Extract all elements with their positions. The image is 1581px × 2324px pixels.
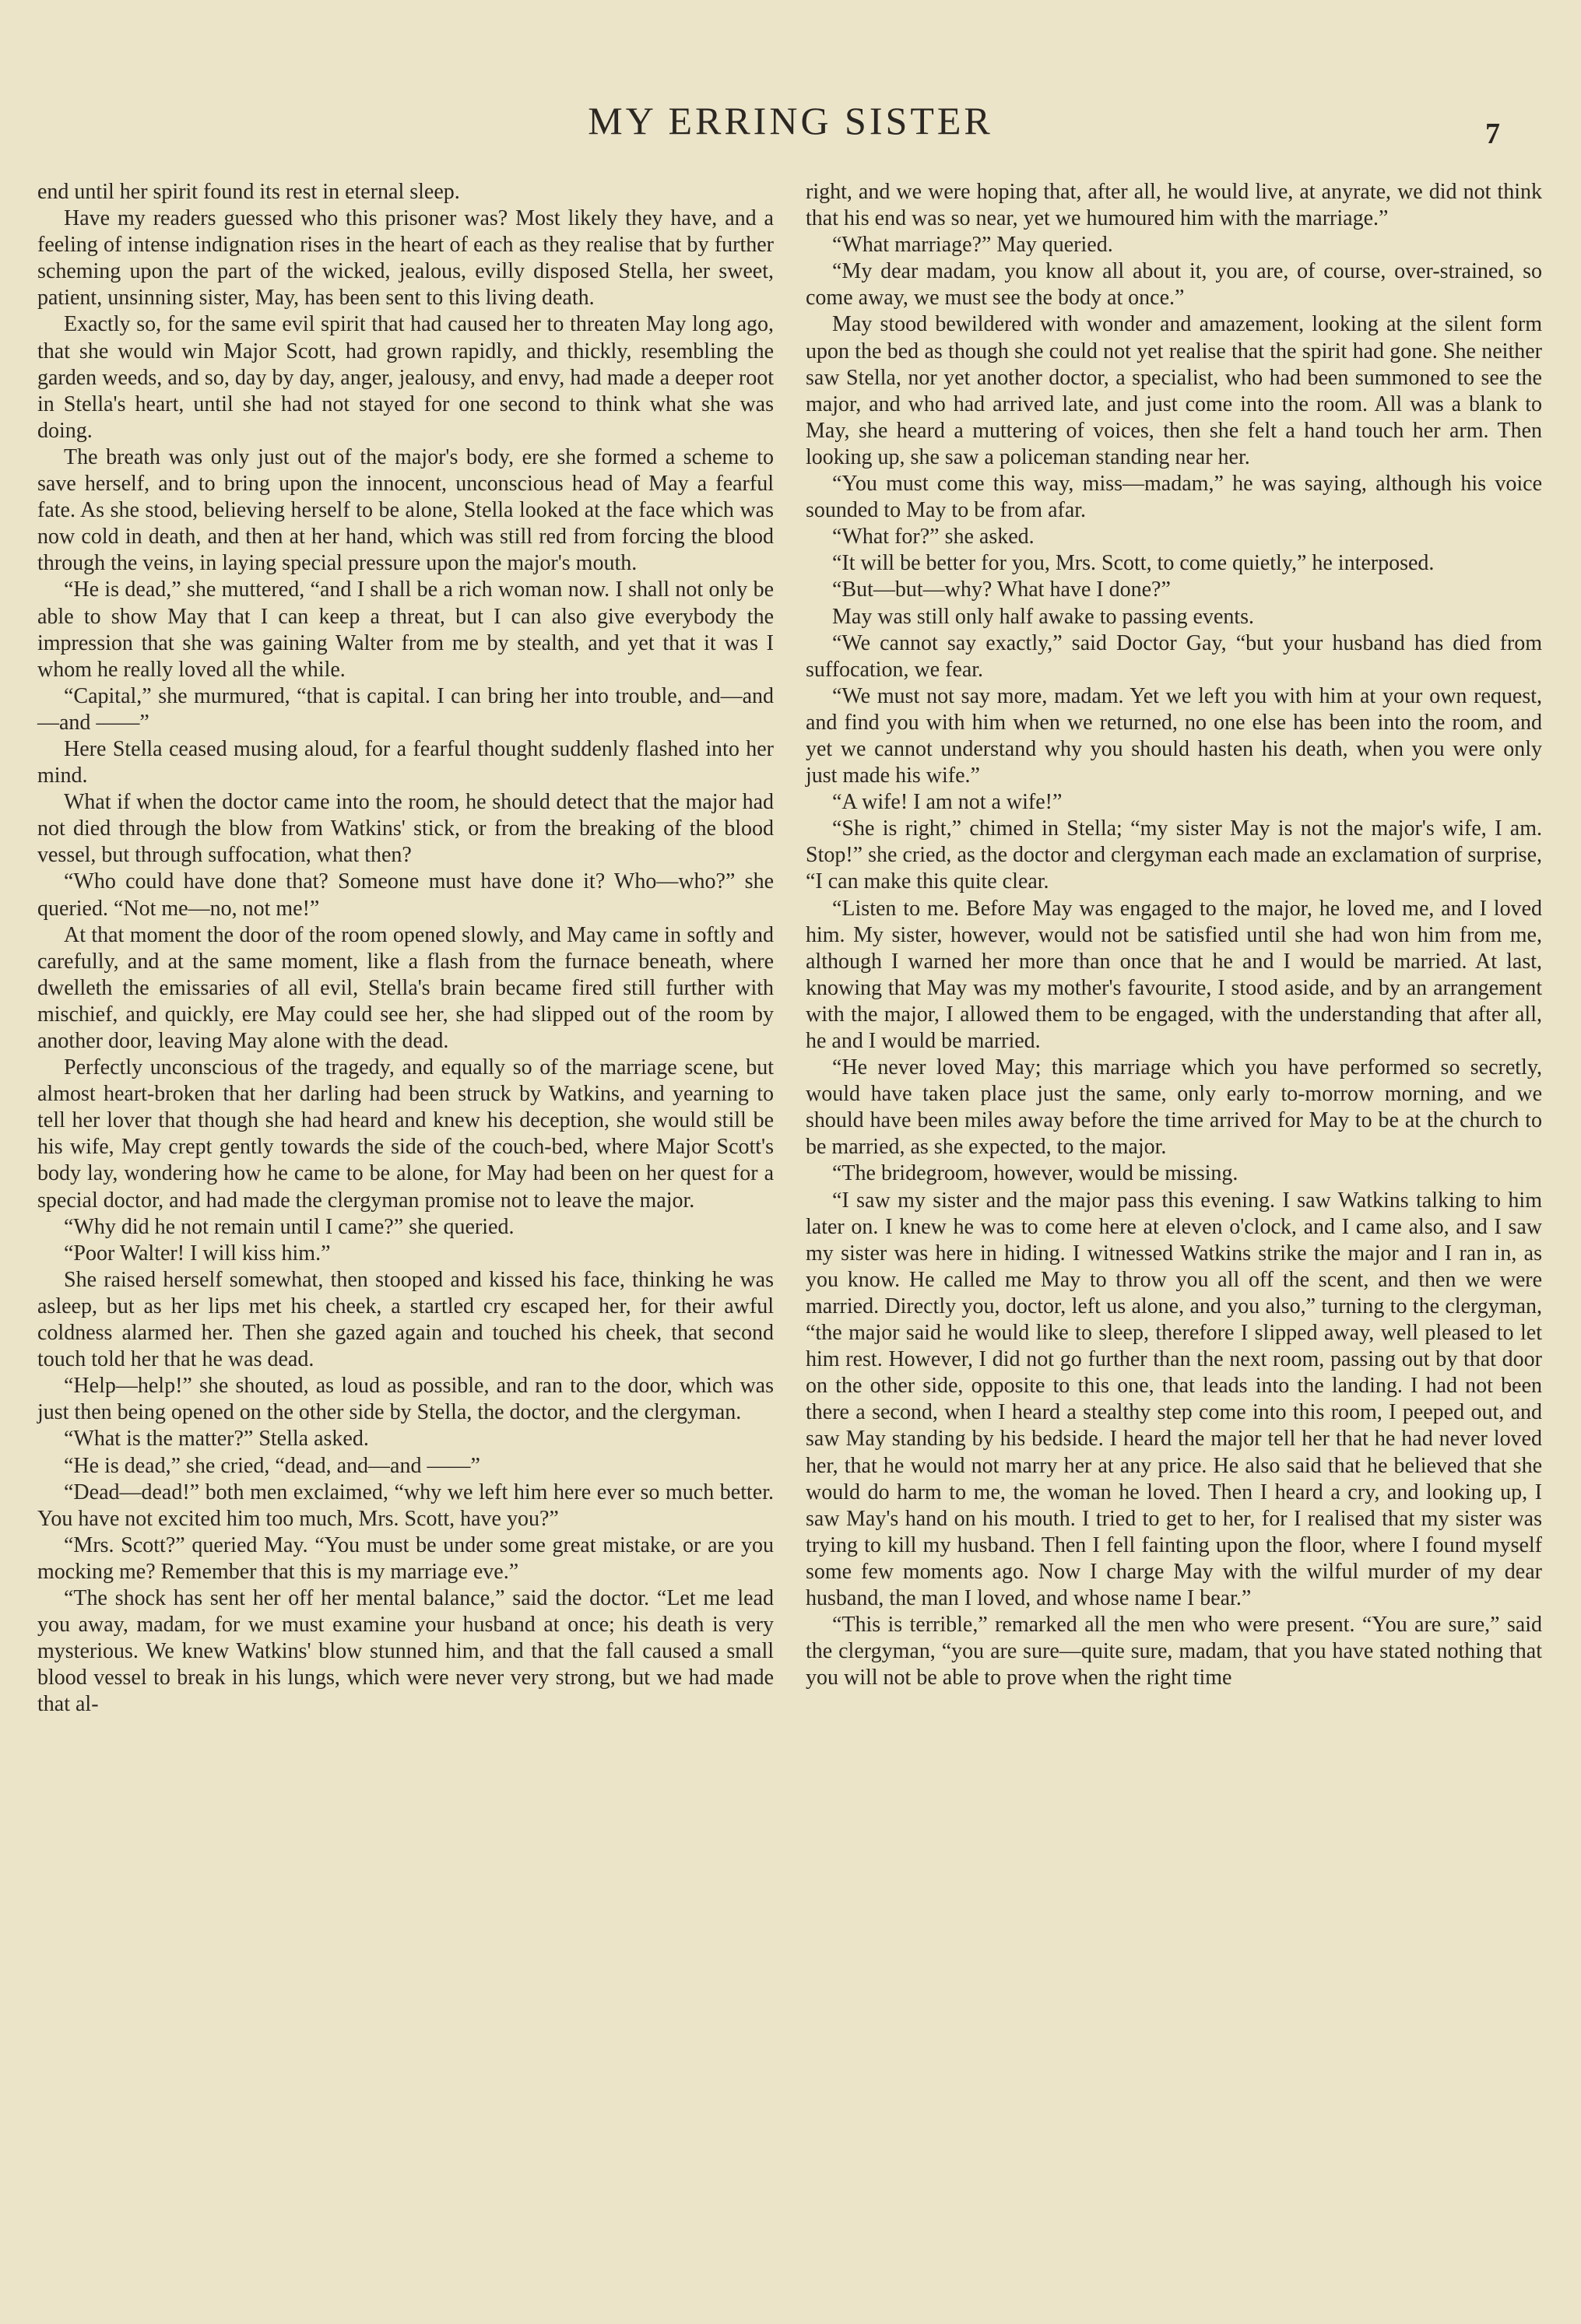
paragraph: “I saw my sister and the major pass this evening. I saw Watkins talking to him later on. I knew he was to come here at eleven o'clock, and I came also, and I saw my sister was here in hiding. I witnessed Watkins strike the major and I ran in, as you know. He called me May to throw you all off the scent, and then we were married. Directly you, doctor, left us alone, and you also,” turning to the clergyman, “the major said he would like to sleep, therefore I slipped away, well pleased to let him rest. However, I did not go further than the next room, passing out by that door on the other side, opposite to this one, that leads into the landing. I had not been there a second, when I heard a stealthy step come into this room, I peeped out, and saw May standing by his bedside. I heard the major tell her that he had never loved her, that he would not marry her at any price. He also said that he believed that she would do harm to me, the woman he loved. Then I heard a cry, and looking up, I saw May's hand on his mouth. I tried to get to her, for I realised that my sister was trying to kill my husband. Then I fell fainting upon the floor, where I found myself some few moments ago. Now I charge May with the wilful murder of my dear husband, the man I loved, and whose name I bear.” (806, 1188, 1542, 1610)
paragraph: “Mrs. Scott?” queried May. “You must be under some great mistake, or are you mocking me? Remember that this is my marriage eve.” (37, 1532, 774, 1584)
paragraph: Exactly so, for the same evil spirit that had caused her to threaten May long ago, that she would win Major Scott, had grown rapidly, and thickly, resembling the garden weeds, and so, day by day, anger, jealousy, and envy, had made a deeper root in Stella's heart, until she had not stayed for one second to think what she was doing. (37, 312, 774, 443)
paragraph: end until her spirit found its rest in eternal sleep. (37, 180, 460, 204)
paragraph: “Why did he not remain until I came?” she queried. (64, 1214, 515, 1239)
paragraph: “We cannot say exactly,” said Doctor Gay, “but your husband has died from suffocation, we fear. (806, 630, 1542, 682)
paragraph: “We must not say more, madam. Yet we left you with him at your own request, and find you with him when we returned, no one else has been into the room, and yet we cannot understand why you should hasten his death, when you were only just made his wife.” (806, 683, 1542, 788)
paragraph: “He never loved May; this marriage which you have performed so secretly, would have taken place just the same, only early to-morrow morning, and we should have been miles away before the time arrived for May to be at the church to be married, as she expected, to the major. (806, 1055, 1542, 1160)
paragraph: “What is the matter?” Stella asked. (64, 1427, 369, 1452)
paragraph: May stood bewildered with wonder and amazement, looking at the silent form upon the bed as though she could not yet realise that the spirit had gone. She neither saw Stella, nor yet another doctor, a specialist, who had been summoned to see the major, and who had arrived late, and just come into the room. All was a blank to May, she heard a muttering of voices, then she felt a hand touch her arm. Then looking up, she saw a policeman standing near her. (806, 312, 1542, 469)
paragraph: “Poor Walter! I will kiss him.” (64, 1241, 331, 1266)
paragraph: “It will be better for you, Mrs. Scott, to come quietly,” he interposed. (832, 551, 1435, 576)
paragraph: “He is dead,” she cried, “dead, and—and ——” (64, 1453, 480, 1478)
paragraph: “The bridegroom, however, would be missing. (832, 1161, 1238, 1186)
paragraph: “Capital,” she murmured, “that is capital. I can bring her into trouble, and—and—and ——” (37, 683, 774, 735)
paragraph: May was still only half awake to passing events. (832, 604, 1255, 629)
paragraph: She raised herself somewhat, then stooped and kissed his face, thinking he was asleep, but as her lips met his cheek, a startled cry escaped her, for their awful coldness alarmed her. Then she gazed again and touched his cheek, that second touch told her that he was dead. (37, 1267, 774, 1372)
paragraph: “Who could have done that? Someone must have done it? Who—who?” she queried. “Not me—no, not me!” (37, 869, 774, 921)
paragraph: “Listen to me. Before May was engaged to the major, he loved me, and I loved him. My sister, however, would not be satisfied until she had won him from me, although I warned her more than once that he and I would be married. At last, knowing that May was my mother's favourite, I stood aside, and by an arrangement with the major, I allowed them to be engaged, with the understanding that after all, he and I would be married. (806, 896, 1542, 1053)
paragraph: “But—but—why? What have I done?” (832, 577, 1171, 602)
paragraph: “A wife! I am not a wife!” (832, 790, 1063, 815)
paragraph: “My dear madam, you know all about it, you are, of course, over-strained, so come away, we must see the body at once.” (806, 259, 1542, 311)
paragraph: Here Stella ceased musing aloud, for a fearful thought suddenly flashed into her mind. (37, 736, 774, 788)
right-column (806, 179, 1542, 1691)
paragraph: “You must come this way, miss—madam,” he was saying, although his voice sounded to May to be from afar. (806, 472, 1542, 523)
page-number: 7 (1485, 118, 1500, 150)
paragraph: “Help—help!” she shouted, as loud as possible, and ran to the door, which was just then being opened on the other side by Stella, the doctor, and the clergyman. (37, 1374, 774, 1425)
paragraph: Perfectly unconscious of the tragedy, and equally so of the marriage scene, but almost heart-broken that her darling had been struck by Watkins, and yearning to tell her lover that though she had heard and knew his deception, she would still be his wife, May crept gently towards the side of the couch-bed, where Major Scott's body lay, wondering how he came to be alone, for May had been on her quest for a special doctor, and had made the clergyman promise not to leave the major. (37, 1055, 774, 1213)
paragraph: “What for?” she asked. (832, 525, 1035, 549)
paragraph: “The shock has sent her off her mental balance,” said the doctor. “Let me lead you away, madam, for we must examine your husband at once; his death is very mysterious. We knew Watkins' blow stunned him, and that the fall caused a small blood vessel to break in his lungs, which were never very strong, but we had made that al- (37, 1585, 774, 1717)
paragraph: “Dead—dead!” both men exclaimed, “why we left him here ever so much better. You have not excited him too much, Mrs. Scott, have you?” (37, 1480, 774, 1531)
paragraph: The breath was only just out of the major's body, ere she formed a scheme to save herself, and to bring upon the innocent, unconscious head of May a fearful fate. As she stood, believing herself to be alone, Stella looked at the face which was now cold in death, and then at her hand, which was still red from forcing the blood through the veins, in laying special pressure upon the major's mouth. (37, 444, 774, 576)
paragraph: “He is dead,” she muttered, “and I shall be a rich woman now. I shall not only be able to show May that I can keep a threat, but I can also give everybody the impression that she was gaining Walter from me by stealth, and yet that it was I whom he really loved all the while. (37, 577, 774, 682)
paragraph: Have my readers guessed who this prisoner was? Most likely they have, and a feeling of intense indignation rises in the heart of each as they realise that by further scheming upon the part of the wicked, jealous, evilly disposed Stella, her sweet, patient, unsinning sister, May, has been sent to this living death. (37, 206, 774, 311)
paragraph: “What marriage?” May queried. (832, 233, 1113, 258)
left-column (37, 179, 774, 1718)
paragraph: right, and we were hoping that, after all, he would live, at anyrate, we did not think that his end was so near, yet we humoured him with the marriage.” (806, 180, 1542, 231)
paragraph: “She is right,” chimed in Stella; “my sister May is not the major's wife, I am. Stop!” she cried, as the doctor and clergyman each made an exclamation of surprise, “I can make this quite clear. (806, 816, 1542, 894)
paragraph: At that moment the door of the room opened slowly, and May came in softly and carefully, and at the same moment, like a flash from the furnace beneath, where dwelleth the emissaries of all evil, Stella's brain became fired still further with mischief, and quickly, ere May could see her, she had slipped out of the room by another door, leaving May alone with the dead. (37, 922, 774, 1053)
paragraph: What if when the doctor came into the room, he should detect that the major had not died through the blow from Watkins' stick, or from the breaking of the blood vessel, but through suffocation, what then? (37, 790, 774, 868)
paragraph: “This is terrible,” remarked all the men who were present. “You are sure,” said the clergyman, “you are sure—quite sure, madam, that you have stated nothing that you will not be able to prove when the right time (806, 1613, 1542, 1690)
running-title: MY ERRING SISTER (588, 99, 993, 142)
